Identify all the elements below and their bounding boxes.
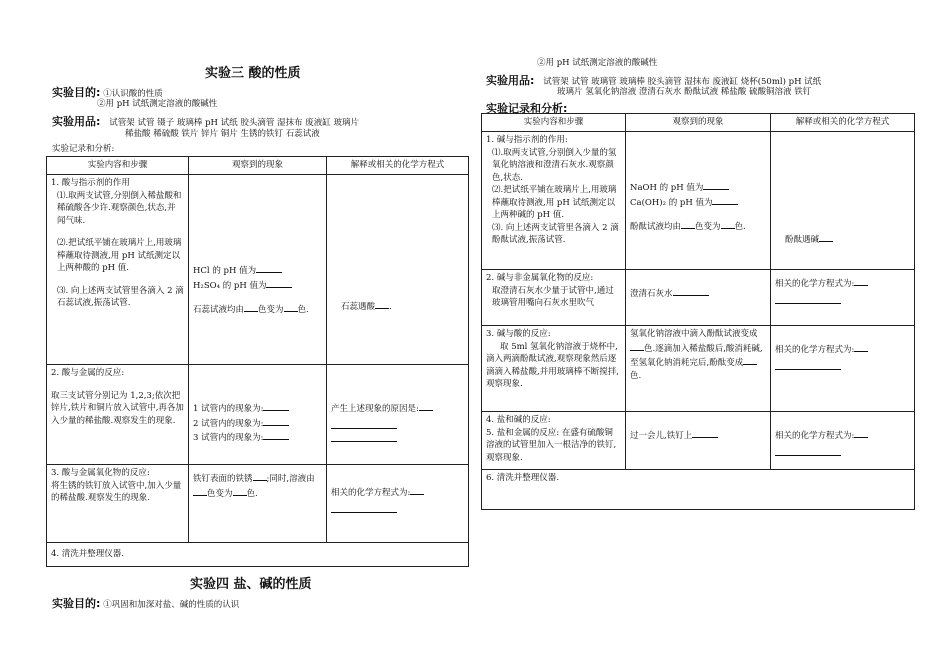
- r-row1-step-2: ⑵.把试纸平铺在玻璃片上,用玻璃棒蘸取待测液,用 pH 试纸测定以上两种碱的 pH 值.: [492, 185, 617, 220]
- exp4-purpose: [52, 595, 239, 611]
- answer-blank: [854, 428, 868, 438]
- header-observation: 观察到的现象: [189, 157, 327, 175]
- exp4-table: [481, 113, 915, 510]
- right-header-steps: 实验内容和步骤: [482, 114, 626, 132]
- answer-blank: [819, 232, 833, 242]
- materials-line-2: 稀盐酸 稀硫酸 铁片 锌片 铜片 生锈的铁钉 石蕊试液: [125, 129, 320, 139]
- row2-obs-2: 2 试管内的现象为:: [193, 416, 322, 431]
- answer-blank: [712, 195, 738, 205]
- answer-blank: [233, 486, 247, 496]
- r-row1-step-3: ⑶. 向上述两支试管里各滴入 2 滴酚酞试液,振荡试管.: [492, 222, 619, 245]
- right-header-explanation: 解释或相关的化学方程式: [771, 114, 915, 132]
- table-row: [47, 465, 469, 543]
- answer-blank: [331, 500, 397, 513]
- table-row: [482, 412, 915, 470]
- row1-step-1: ⑴.取两支试管,分别倒入稀盐酸和稀硫酸各少许.观察颜色,状态,并闻气味.: [57, 190, 182, 226]
- table-row: [47, 543, 469, 567]
- row3-observation: 铁钉表面的铁锈 ;同时,溶液由色变为 色.: [193, 471, 322, 500]
- record-label: 实验记录和分析:: [52, 144, 115, 154]
- table-row: [47, 365, 469, 465]
- row3-explanation: 相关的化学方程式为:: [331, 485, 464, 500]
- row2-body: 取三支试管分别记为 1,2,3;依次把锌片,铁片和铜片放入试管中,再各加入少量的稀盐酸.观察发生的现象.: [51, 390, 184, 426]
- r-row1-head: 1. 碱与指示剂的作用:: [486, 135, 568, 145]
- table-row: [482, 270, 915, 326]
- answer-blank: [703, 180, 729, 190]
- answer-blank: [266, 278, 292, 288]
- exp3-table: [46, 156, 469, 567]
- exp3-title: 实验三 酸的性质: [205, 66, 301, 81]
- answer-blank: [263, 401, 289, 411]
- table-row: [482, 470, 915, 510]
- row3-body: 将生锈的铁钉放入试管中,加入少量的稀盐酸.观察发生的现象.: [51, 480, 182, 503]
- row2-explanation: 产生上述现象的原因是:: [331, 401, 464, 416]
- row2-obs-1: 1 试管内的现象为:: [193, 401, 322, 416]
- r-row4-explanation: 相关的化学方程式为:: [775, 428, 910, 443]
- exp3-materials: [52, 113, 359, 129]
- right-record-label: 实验记录和分析:: [486, 102, 568, 115]
- r-row3-explanation: 相关的化学方程式为:: [775, 342, 910, 357]
- row4-cleanup: 4. 清洗并整理仪器.: [47, 543, 469, 567]
- row1-explanation: 石蕊遇酸 .: [331, 299, 464, 314]
- exp4-purpose-label: 实验目的:: [52, 597, 101, 610]
- row1-obs-litmus: 石蕊试液均由 色变为 色.: [193, 302, 322, 317]
- r-row1-obs-caoh2: Ca(OH)₂ 的 pH 值为: [630, 195, 766, 210]
- row3-head: 3. 酸与金属氧化物的反应:: [51, 468, 150, 478]
- r-row3-body: 取 5ml 氢氧化钠溶液于烧杯中,滴入两滴酚酞试液,观察现象然后逐滴滴入稀盐酸,并用玻璃棒不断搅拌,观察现象.: [486, 341, 619, 389]
- right-materials-line-2: 玻璃片 氢氧化钠溶液 澄清石灰水 酚酞试液 稀盐酸 硫酸铜溶液 铁钉: [557, 87, 812, 97]
- r-row1-explanation: 酚酞遇碱: [775, 232, 910, 247]
- r-row5-cleanup: 6. 清洗并整理仪器.: [482, 470, 915, 510]
- r-row2-observation: 澄清石灰水: [630, 286, 766, 301]
- answer-blank: [775, 291, 841, 304]
- answer-blank: [630, 341, 644, 351]
- purpose-item-2: ②用 pH 试纸测定溶液的酸碱性: [97, 99, 218, 109]
- answer-blank: [263, 430, 289, 440]
- exp4-title: 实验四 盐、碱的性质: [190, 577, 312, 592]
- answer-blank: [410, 485, 424, 495]
- r-row2-explanation: 相关的化学方程式为:: [775, 276, 910, 291]
- materials-label: 实验用品:: [52, 115, 101, 128]
- row1-obs-h2so4: H₂SO₄ 的 pH 值为: [193, 278, 322, 293]
- answer-blank: [244, 302, 258, 312]
- header-explanation: 解释或相关的化学方程式: [327, 157, 469, 175]
- right-purpose-item-2: ②用 pH 试纸测定溶液的酸碱性: [537, 58, 658, 68]
- r-row2-body: 取澄清石灰水少量于试管中,通过玻璃管用嘴向石灰水里吹气: [492, 285, 614, 308]
- row1-obs-hcl: HCl 的 pH 值为: [193, 263, 322, 278]
- answer-blank: [331, 416, 397, 429]
- right-materials-label: 实验用品:: [486, 74, 535, 87]
- table-row: [482, 132, 915, 270]
- r-row4-head-2: 5. 盐和金属的反应: 在盛有硫酸铜溶液的试管里加入一根洁净的铁钉,观察现象.: [486, 427, 617, 463]
- row1-step-2: ⑵.把试纸平铺在玻璃片上,用玻璃棒蘸取待测液,用 pH 试纸测定以上两种酸的 pH 值.: [57, 238, 182, 273]
- r-row3-head: 3. 碱与酸的反应:: [486, 329, 551, 339]
- answer-blank: [721, 219, 735, 229]
- table-row: [47, 175, 469, 365]
- r-row3-observation: 氢氧化钠溶液中滴入酚酞试液变成色.逐滴加入稀盐酸后,酸消耗碱,至氢氧化钠消耗完后,酚酞变成色.: [630, 329, 763, 381]
- row2-head: 2. 酸与金属的反应:: [51, 368, 125, 378]
- answer-blank: [854, 276, 868, 286]
- answer-blank: [743, 355, 757, 365]
- answer-blank: [775, 357, 841, 370]
- answer-blank: [681, 219, 695, 229]
- answer-blank: [284, 302, 298, 312]
- row1-step-3: ⑶. 向上述两支试管里各滴入 2 滴石蕊试液,振荡试管.: [57, 285, 184, 308]
- materials-line-1: 试管架 试管 镊子 玻璃棒 pH 试纸 胶头滴管 湿抹布 废液缸 玻璃片: [109, 118, 359, 128]
- r-row1-obs-phenol: 酚酞试液均由 色变为 色.: [630, 219, 766, 234]
- r-row1-obs-naoh: NaOH 的 pH 值为: [630, 180, 766, 195]
- answer-blank: [193, 486, 207, 496]
- r-row4-observation: 过一会儿,铁钉上: [630, 428, 766, 443]
- row2-obs-3: 3 试管内的现象为:: [193, 430, 322, 445]
- purpose-item-1: ①认识酸的性质: [103, 89, 163, 99]
- answer-blank: [419, 401, 433, 411]
- answer-blank: [375, 299, 389, 309]
- answer-blank: [854, 342, 868, 352]
- right-header-observation: 观察到的现象: [626, 114, 771, 132]
- exp4-purpose-item-1: ①巩固和加深对盐、碱的性质的认识: [103, 600, 240, 610]
- right-materials-line-1: 试管架 试管 玻璃管 玻璃棒 胶头滴管 湿抹布 废液缸 烧杯(50ml) pH 试纸: [543, 77, 822, 87]
- r-row2-head: 2. 碱与非金属氧化物的反应:: [486, 273, 594, 283]
- r-row1-step-1: ⑴.取两支试管,分别倒入少量的氢氧化钠溶液和澄清石灰水.观察颜色,状态.: [492, 147, 617, 183]
- answer-blank: [253, 471, 267, 481]
- table-row: [482, 326, 915, 412]
- r-row4-head-1: 4. 盐和碱的反应:: [486, 415, 551, 425]
- answer-blank: [331, 429, 397, 442]
- purpose-label: 实验目的:: [52, 86, 101, 99]
- answer-blank: [692, 428, 718, 438]
- answer-blank: [263, 416, 289, 426]
- answer-blank: [673, 286, 709, 296]
- answer-blank: [256, 263, 282, 273]
- row1-head: 1. 酸与指示剂的作用: [51, 178, 130, 188]
- header-steps: 实验内容和步骤: [47, 157, 189, 175]
- answer-blank: [775, 443, 841, 456]
